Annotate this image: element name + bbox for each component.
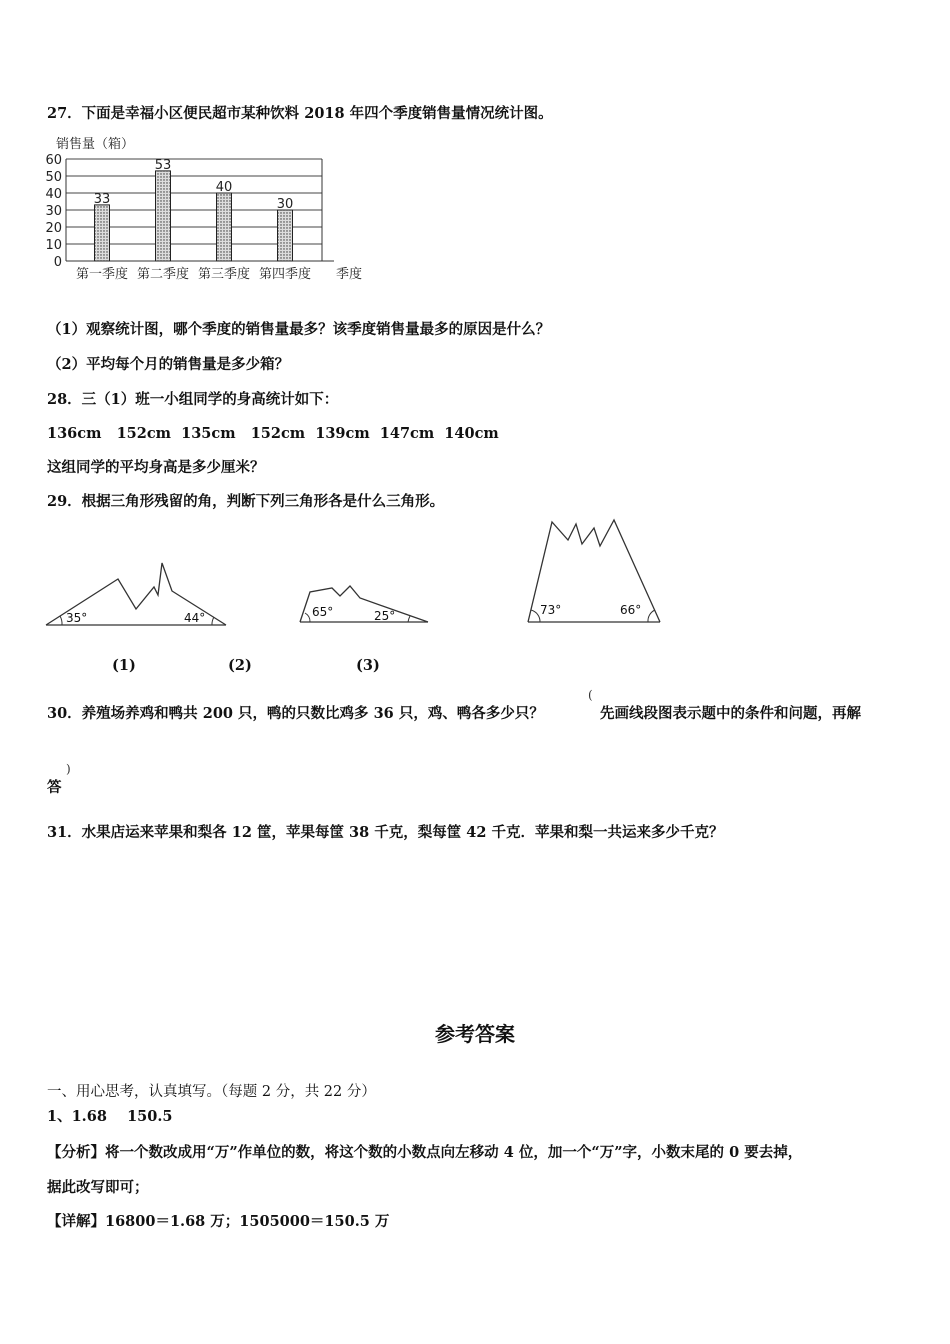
triangle-2-figure — [296, 578, 432, 628]
y-tick-label: 60 — [45, 153, 62, 168]
triangle-1-figure — [44, 555, 230, 631]
category-label: 第二季度 — [136, 267, 190, 282]
y-tick-label: 20 — [45, 221, 62, 236]
triangle-3-label: (3) — [356, 657, 380, 674]
bar-value-label: 33 — [93, 191, 111, 207]
y-tick-label: 50 — [45, 170, 62, 185]
triangle-3-angle-right: 66° — [620, 603, 642, 617]
q28-heights: 136cm 152cm 135cm 152cm 139cm 147cm 140cm — [47, 425, 499, 442]
y-tick-label: 0 — [53, 255, 62, 270]
answer-1-detail: 【详解】16800＝1.68 万；1505000＝150.5 万 — [47, 1213, 390, 1230]
category-label: 第三季度 — [197, 267, 251, 282]
bar-value-label: 53 — [154, 157, 172, 173]
bar-2 — [156, 171, 171, 261]
triangle-2-label: (2) — [228, 657, 252, 674]
triangle-3-figure — [524, 518, 664, 626]
answers-section: 一、用心思考，认真填写。（每题 2 分，共 22 分） — [47, 1084, 376, 1100]
q28-question: 这组同学的平均身高是多少厘米？ — [47, 459, 265, 476]
q31-text: 31．水果店运来苹果和梨各 12 筐，苹果每筐 38 千克，梨每筐 42 千克．苹果和梨一共运来多少千克？ — [47, 824, 724, 841]
y-tick-label: 30 — [45, 204, 62, 219]
y-tick-label: 40 — [45, 187, 62, 202]
bar-value-label: 40 — [215, 180, 233, 195]
chart-ylabel: 销售量（箱） — [56, 137, 135, 152]
bar-1 — [95, 205, 110, 261]
chart-xlabel: 季度 — [336, 267, 363, 282]
answer-1-analysis: 【分析】将一个数改成用“万”作单位的数，将这个数的小数点向左移动 4 位，加一个“万”字，小数末尾的 0 要去掉， — [47, 1144, 803, 1161]
q30-hint-end: 答 — [47, 779, 62, 796]
category-label: 第四季度 — [258, 267, 312, 282]
bar-4 — [278, 210, 293, 261]
q30-paren-close: ) — [66, 762, 71, 776]
q28-text: 28．三（1）班一小组同学的身高统计如下： — [47, 391, 339, 408]
bar-3 — [217, 193, 232, 261]
q27-text: 27．下面是幸福小区便民超市某种饮料 2018 年四个季度销售量情况统计图。 — [47, 105, 553, 122]
q27-sub1: （1）观察统计图，哪个季度的销售量最多？该季度销售量最多的原因是什么？ — [47, 321, 551, 338]
q30-text: 30．养殖场养鸡和鸭共 200 只，鸭的只数比鸡多 36 只，鸡、鸭各多少只？ — [47, 705, 544, 722]
triangle-3-angle-left: 73° — [540, 603, 562, 617]
bar-value-label: 30 — [276, 197, 294, 212]
sales-bar-chart — [40, 128, 380, 288]
category-label: 第一季度 — [75, 267, 129, 282]
triangle-1-label: (1) — [112, 657, 136, 674]
triangle-2-angle-left: 65° — [312, 605, 334, 619]
q27-sub2: （2）平均每个月的销售量是多少箱？ — [47, 356, 290, 373]
triangle-2-angle-right: 25° — [374, 609, 396, 623]
answer-1-analysis-cont: 据此改写即可； — [47, 1179, 149, 1196]
q30-paren-open: ( — [588, 688, 593, 702]
triangle-1-angle-left: 35° — [66, 611, 88, 625]
answer-1: 1、1.68 150.5 — [47, 1108, 173, 1125]
y-tick-label: 10 — [45, 238, 62, 253]
answers-title: 参考答案 — [435, 1022, 515, 1046]
triangle-1-angle-right: 44° — [184, 611, 206, 625]
q29-text: 29．根据三角形残留的角，判断下列三角形各是什么三角形。 — [47, 493, 445, 510]
q30-hint: 先画线段图表示题中的条件和问题，再解 — [600, 705, 861, 722]
